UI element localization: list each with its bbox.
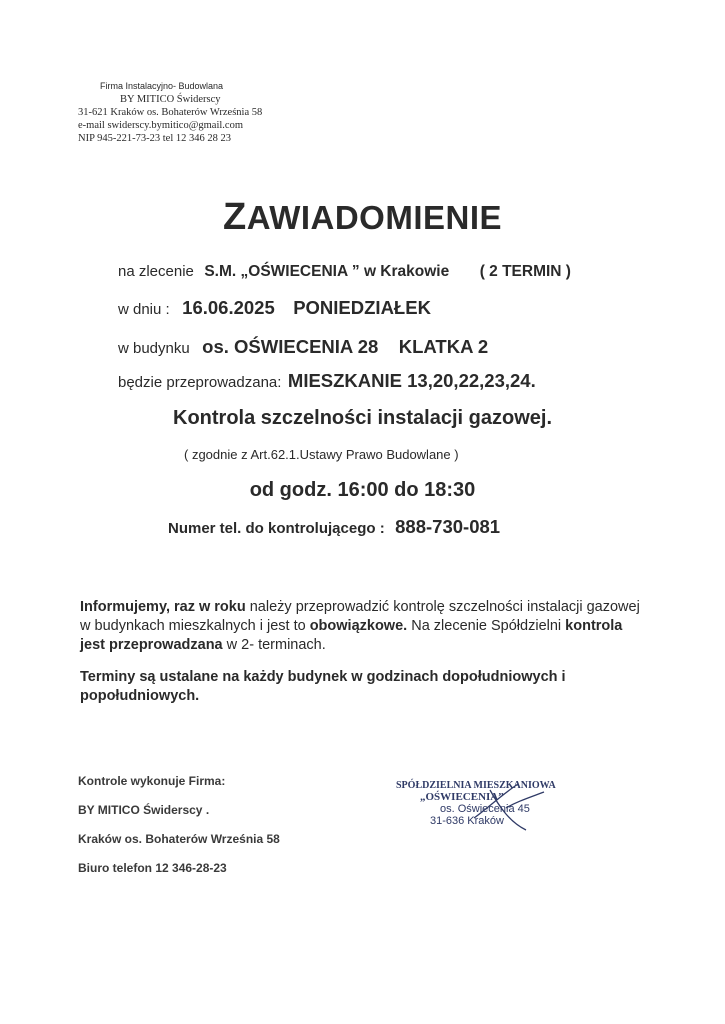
info-text-3: w 2- terminach.: [222, 637, 326, 653]
client-value: S.M. „OŚWIECENIA ” w Krakowie: [204, 263, 450, 280]
staircase-value: KLATKA 2: [398, 336, 489, 357]
client-line: [118, 263, 571, 281]
company-header: [78, 80, 298, 145]
signature-icon: [470, 778, 550, 838]
inspection-hours: od godz. 16:00 do 18:30: [249, 479, 476, 501]
apartments-label: będzie przeprowadzana:: [118, 374, 282, 391]
footer-office-phone: Biuro telefon 12 346-28-23: [78, 861, 227, 875]
info-bold-1: Informujemy, raz w roku: [80, 599, 246, 615]
inspector-phone-line: [168, 516, 500, 538]
info-bold-3: kontrola jest przeprowadzana: [80, 618, 623, 653]
info-bold-2: obowiązkowe.: [309, 618, 408, 634]
date-line: [118, 297, 431, 319]
building-line: [118, 336, 488, 358]
day-value: PONIEDZIAŁEK: [293, 297, 431, 318]
title-rest: AWIADOMIENIE: [246, 199, 503, 236]
building-label: w budynku: [118, 340, 190, 357]
stamp-line-2: „OŚWIECENIA”: [420, 791, 504, 803]
schedule-paragraph: Terminy są ustalane na każdy budynek w godzinach dopołudniowych i popołudniowych.: [80, 669, 566, 704]
apartments-line: [118, 370, 536, 392]
stamp-line-1: SPÓŁDZIELNIA MIESZKANIOWA: [396, 780, 556, 791]
info-text-2: Na zlecenie Spółdzielni: [407, 618, 566, 634]
legal-basis: ( zgodnie z Art.62.1.Ustawy Prawo Budowlane ): [184, 447, 459, 462]
page-title: [0, 196, 725, 239]
date-value: 16.06.2025: [182, 297, 275, 318]
building-value: os. OŚWIECENIA 28: [202, 336, 379, 357]
term-badge: ( 2 TERMIN ): [479, 263, 571, 280]
company-nip-tel: NIP 945-221-73-23 tel 12 346 28 23: [78, 133, 232, 144]
company-address: 31-621 Kraków os. Bohaterów Września 58: [78, 107, 263, 118]
info-text-1: należy przeprowadzić kontrolę szczelności instalacji gazowej w budynkach mieszkalnych i jest to: [80, 599, 640, 634]
info-paragraph: [80, 598, 640, 655]
date-label: w dniu :: [118, 301, 170, 318]
footer-contractor-name: BY MITICO Świderscy .: [78, 803, 210, 817]
title-first-letter: Z: [222, 196, 247, 238]
company-type: Firma Instalacyjno- Budowlana: [100, 81, 224, 91]
company-email: e-mail swiderscy.bymitico@gmail.com: [78, 120, 243, 131]
phone-label: Numer tel. do kontrolującego :: [168, 520, 385, 537]
stamp-line-4: 31-636 Kraków: [430, 815, 504, 827]
apartments-value: MIESZKANIE 13,20,22,23,24.: [287, 370, 536, 391]
company-name: BY MITICO Świderscy: [120, 94, 221, 105]
footer-contractor-address: Kraków os. Bohaterów Września 58: [78, 832, 280, 846]
inspection-title: Kontrola szczelności instalacji gazowej.: [173, 407, 552, 429]
footer-contractor-label: Kontrole wykonuje Firma:: [78, 774, 226, 788]
stamp-line-3: os. Oświecenia 45: [440, 803, 530, 815]
client-label: na zlecenie: [118, 263, 194, 280]
phone-value: 888-730-081: [395, 516, 501, 537]
